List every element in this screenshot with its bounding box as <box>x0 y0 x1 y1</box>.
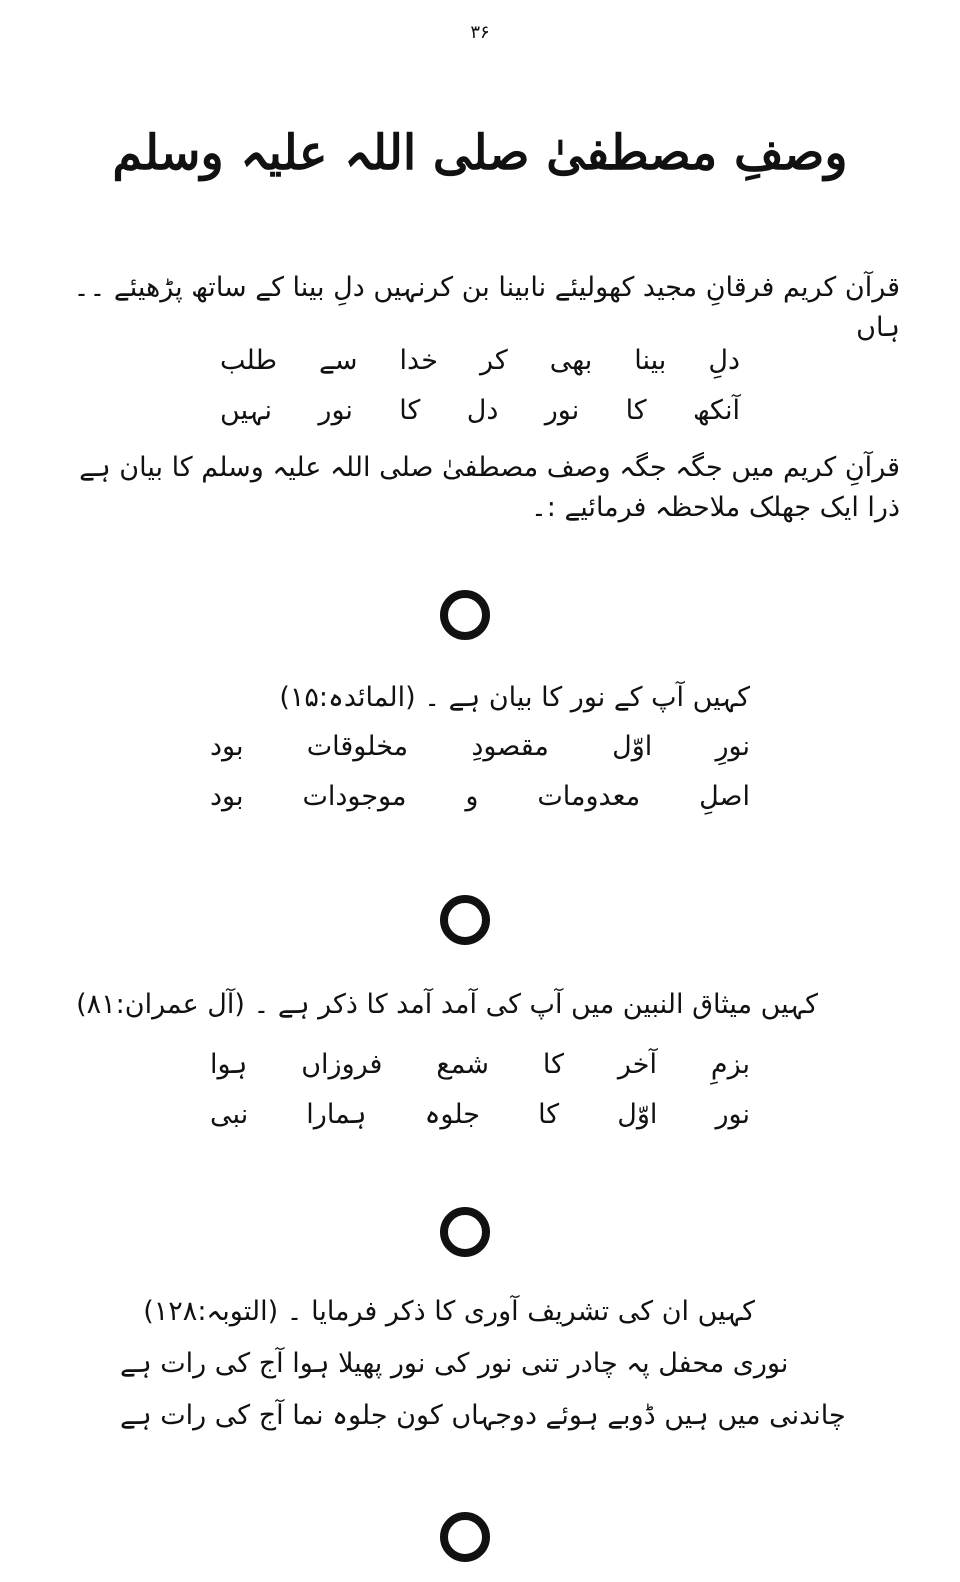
verse-word: آنکھ <box>693 395 740 426</box>
couplet-1-line-1 <box>220 336 740 386</box>
verse-word: اصلِ <box>699 781 750 812</box>
couplet-1 <box>160 336 800 436</box>
verse-word: نور <box>544 395 580 426</box>
verse-word: دلِ <box>708 345 740 376</box>
verse-word: ہوا <box>210 1049 248 1080</box>
verse-word: بود <box>210 781 244 812</box>
couplet-1-line-2 <box>220 386 740 436</box>
verse-word: موجودات <box>302 781 407 812</box>
verse-word: نہیں <box>220 395 273 426</box>
verse-word: دل <box>466 395 499 426</box>
verse-word: جلوہ <box>424 1099 480 1130</box>
verse-word: بود <box>210 731 244 762</box>
section-2-line-1 <box>210 1040 750 1090</box>
section-3-couplet <box>120 1338 850 1442</box>
verse-word: نورِ <box>715 731 750 762</box>
verse-word: کا <box>625 395 647 426</box>
verse-word: طلب <box>220 345 277 376</box>
section-3-line-1: نوری محفل پہ چادر تنی نور کی نور پھیلا ہوا آج کی رات ہے <box>120 1348 789 1379</box>
section-1-line-2 <box>210 772 750 822</box>
section-2-line-2 <box>210 1090 750 1140</box>
verse-word: نور <box>318 395 353 426</box>
section-2-intro: کہیں میثاق النبین میں آپ کی آمد آمد کا ذکر ہے ۔ (آل عمران:۸۱) <box>76 989 818 1020</box>
section-3-intro: کہیں ان کی تشریف آوری کا ذکر فرمایا ۔ (التوبہ:۱۲۸) <box>143 1296 755 1327</box>
verse-word: خدا <box>399 345 438 376</box>
verse-word: معدومات <box>537 781 641 812</box>
verse-word: بھی <box>549 345 593 376</box>
verse-word: کر <box>479 345 508 376</box>
section-1-couplet <box>200 722 760 822</box>
verse-word: نبی <box>210 1099 249 1130</box>
verse-word: شمع <box>436 1049 489 1080</box>
verse-word: سے <box>319 345 358 376</box>
circle-divider-icon <box>440 895 490 945</box>
second-paragraph: قرآنِ کریم میں جگہ جگہ وصف مصطفیٰ صلی اللہ علیہ وسلم کا بیان ہے ذرا ایک جھلک ملاحظہ فرمائیے :۔ <box>79 452 900 523</box>
section-1-line-1 <box>210 722 750 772</box>
verse-word: نور <box>715 1099 750 1130</box>
section-1-intro: کہیں آپ کے نور کا بیان ہے ۔ (المائدہ:۱۵) <box>279 682 750 713</box>
intro-paragraph: قرآن کریم فرقانِ مجید کھولیئے نابینا بن کرنہیں دلِ بینا کے ساتھ پڑھیئے ۔۔ ہاں <box>73 272 900 343</box>
circle-divider-icon <box>440 1207 490 1257</box>
verse-word: بینا <box>634 345 667 376</box>
verse-word: کا <box>538 1099 560 1130</box>
verse-word: فروزاں <box>301 1049 383 1080</box>
verse-word: کا <box>399 395 421 426</box>
verse-word: بزمِ <box>710 1049 750 1080</box>
verse-word: آخر <box>617 1049 657 1080</box>
page-number: ۳۶ <box>470 22 490 43</box>
verse-word: مقصودِ <box>471 731 549 762</box>
verse-word: اوّل <box>612 731 653 762</box>
circle-divider-icon <box>440 590 490 640</box>
circle-divider-icon <box>440 1512 490 1562</box>
verse-word: مخلوقات <box>306 731 409 762</box>
verse-word: اوّل <box>617 1099 658 1130</box>
section-2-couplet <box>200 1040 760 1140</box>
page-title: وصفِ مصطفیٰ صلی اللہ علیہ وسلم <box>112 125 848 181</box>
verse-word: ہمارا <box>306 1099 367 1130</box>
verse-word: و <box>465 781 479 812</box>
section-3-line-2: چاندنی میں ہیں ڈوبے ہوئے دوجہاں کون جلوہ نما آج کی رات ہے <box>120 1400 846 1431</box>
verse-word: کا <box>542 1049 564 1080</box>
